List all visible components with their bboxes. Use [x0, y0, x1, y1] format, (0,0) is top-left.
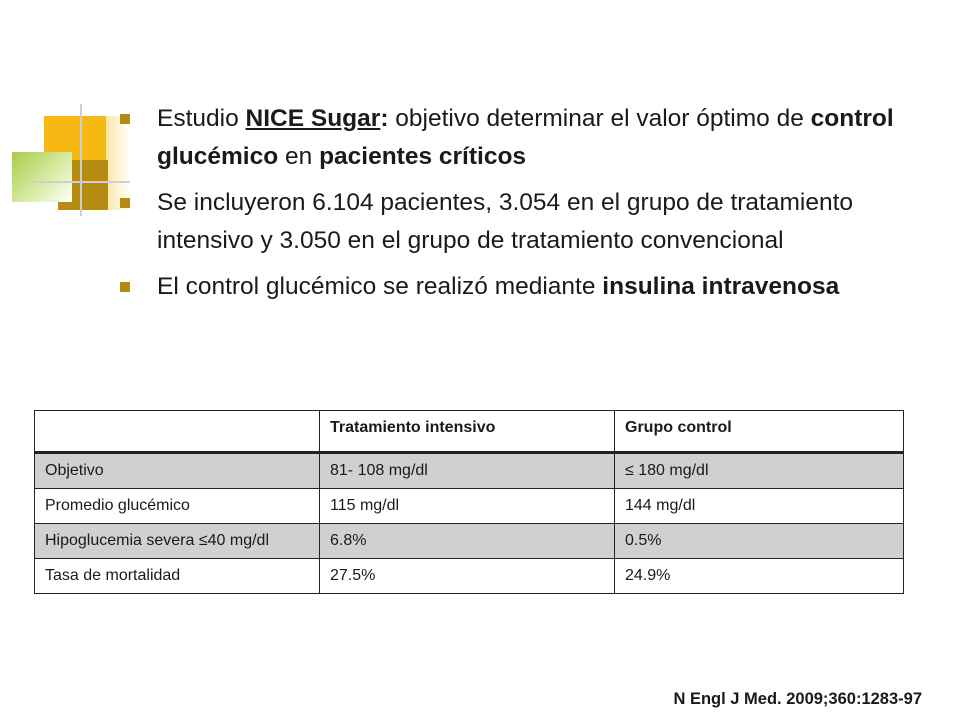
bullet-item [120, 184, 920, 260]
table-row [35, 453, 904, 489]
decorative-vertical-line [80, 104, 82, 216]
table-cell: ≤ 180 mg/dl [615, 453, 904, 489]
table-row [35, 524, 904, 559]
citation: N Engl J Med. 2009;360:1283-97 [673, 690, 922, 708]
table-cell: Objetivo [35, 453, 320, 489]
bullet-text: pacientes críticos [319, 143, 527, 170]
table-header-cell [35, 411, 320, 453]
table-cell: 24.9% [615, 559, 904, 594]
table-cell: 144 mg/dl [615, 489, 904, 524]
table-cell: 6.8% [320, 524, 615, 559]
table-header-row [35, 411, 904, 453]
decorative-green-square [12, 152, 72, 202]
bullet-text: NICE Sugar [245, 105, 381, 132]
table-row [35, 489, 904, 524]
results-table [34, 410, 904, 594]
bullet-text: Estudio [157, 105, 246, 132]
table-cell: Promedio glucémico [35, 489, 320, 524]
bullet-text: en [278, 143, 320, 170]
bullet-text: control glucémico [157, 105, 894, 170]
bullet-text: : [380, 105, 389, 132]
bullet-list [120, 100, 920, 314]
table-header-cell: Tratamiento intensivo [320, 411, 615, 453]
table-cell: 0.5% [615, 524, 904, 559]
bullet-item [120, 268, 920, 306]
table-header-cell: Grupo control [615, 411, 904, 453]
table-cell: 27.5% [320, 559, 615, 594]
table-cell: Tasa de mortalidad [35, 559, 320, 594]
bullet-text: Se incluyeron 6.104 pacientes, 3.054 en el grupo de tratamiento intensivo y 3.050 en el grupo de tratamiento convencional [157, 189, 854, 254]
bullet-text: El control glucémico se realizó mediante [157, 273, 603, 300]
table-cell: 81- 108 mg/dl [320, 453, 615, 489]
bullet-item [120, 100, 920, 176]
bullet-text: insulina intravenosa [602, 273, 840, 300]
decorative-horizontal-line [30, 181, 130, 183]
table-cell: Hipoglucemia severa ≤40 mg/dl [35, 524, 320, 559]
table-row [35, 559, 904, 594]
square-bullet-icon [120, 282, 130, 292]
square-bullet-icon [120, 198, 130, 208]
bullet-text: objetivo determinar el valor óptimo de [388, 105, 811, 132]
square-bullet-icon [120, 114, 130, 124]
table-cell: 115 mg/dl [320, 489, 615, 524]
